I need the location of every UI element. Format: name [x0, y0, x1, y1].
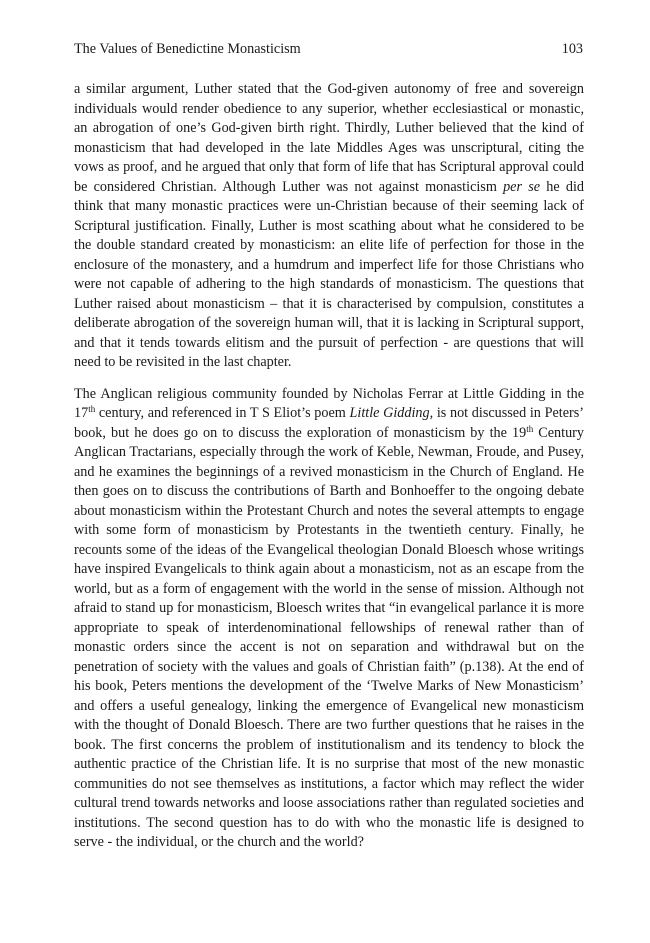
running-header-title: The Values of Benedictine Monasticism	[74, 41, 301, 57]
paragraph-text: The Anglican religious community founded by Nicholas Ferrar at Little Gidding in the 17	[74, 385, 584, 421]
paragraph-text: Century Anglican Tractarians, especially through the work of Keble, Newman, Froude, and Pusey, and he examines the beginnings of a revived monasticism in the Church of England. He then goes on to discuss the contributions of Barth and Bonhoeffer to the ongoing debate about monasticism within the Protestant Church and notes the several attempts to engage with some form of monasticism by Protestants in the twentieth century. Finally, he recounts some of the ideas of the Evangelical theologian Donald Bloesch whose writings have inspired Evangelicals to think again about a monasticism, not as an escape from the world, but as a form of engagement with the world in the sense of mission. Although not afraid to stand up for monasticism, Bloesch writes that “in evangelical parlance it is more appropriate to speak of interdenominational fellowships of renewal rather than of monastic orders since the accent is not on separation and withdrawal but on the penetration of society with the values and goals of Christian faith” (p.138). At the end of his book, Peters mentions the development of the ‘Twelve Marks of New Monasticism’ and offers a useful genealogy, linking the emergence of Evangelical new monasticism with the thought of Donald Bloesch. There are two further questions that he raises in the book. The first concerns the problem of institutionalism and its tendency to block the authentic practice of the Christian life. It is no surprise that most of the new monastic communities do not see themselves as institutions, a factor which may reflect the wider cultural trend towards networks and loose associations rather than regulated societies and institutions. The second question has to do with who the monastic life is designed to serve - the individual, or the church and the world?	[74, 424, 584, 850]
paragraph-luther	[74, 80, 584, 373]
italic-title: Little Gidding,	[349, 405, 434, 421]
paragraph-text: is not discussed in Peters’ book, but he does go on to discuss the exploration of monasticism by the 19	[74, 405, 584, 441]
paragraph-text: a similar argument, Luther stated that the God-given autonomy of free and sovereign individuals would render obedience to any superior, whether ecclesiastical or monastic, an abrogation of one’s God-given birth right. Thirdly, Luther believed that the kind of monasticism that had developed in the late Middles Ages was unscriptural, citing the vows as proof, and he argued that only that form of life that has Scriptural approval could be considered Christian. Although Luther was not against monasticism	[74, 81, 584, 195]
running-header	[74, 40, 584, 58]
paragraph-anglican	[74, 385, 584, 853]
paragraph-text: he did think that many monastic practices were un-Christian because of their seeming lack of Scriptural justification. Finally, Luther is most scathing about what he considered to be the double standard created by monasticism: an elite life of perfection for those in the enclosure of the monastery, and a humdrum and imperfect life for those Christians who were not capable of adhering to the high standards of monasticism. The questions that Luther raised about monasticism – that it is characterised by compulsion, constitutes a deliberate abrogation of the sovereign human will, that it is lacking in Scriptural support, and that it tends towards elitism and the pursuit of perfection - are questions that will need to be revisited in the last chapter.	[74, 178, 584, 370]
ordinal-superscript: th	[88, 404, 96, 414]
page-number: 103	[561, 41, 583, 57]
italic-term: per se	[503, 178, 541, 195]
paragraph-text: century, and referenced in T S Eliot’s poem	[95, 405, 350, 421]
document-page	[74, 40, 584, 853]
ordinal-superscript: th	[526, 423, 534, 434]
